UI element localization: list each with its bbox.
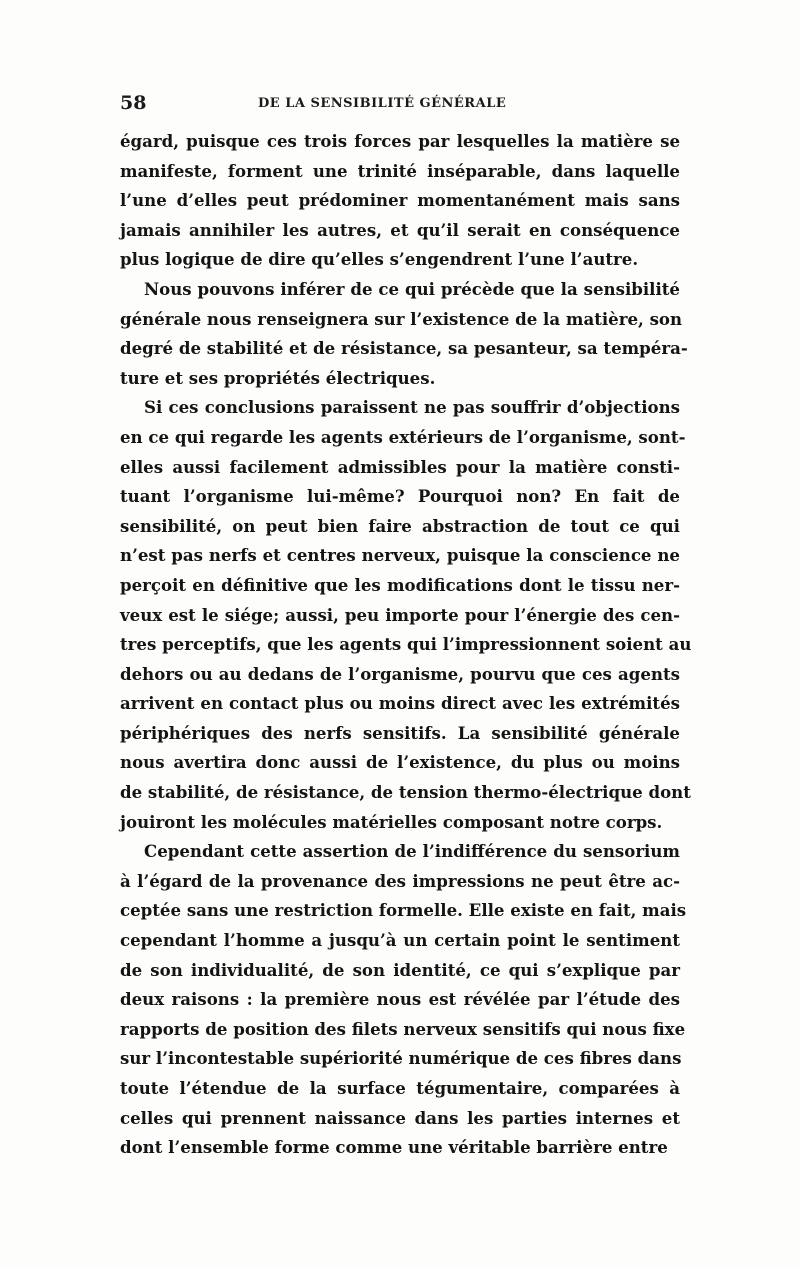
paragraph — [120, 275, 688, 393]
text-line: de son individualité, de son identité, ce qui s’explique par — [120, 959, 680, 980]
text-line: ture et ses propriétés électriques. — [120, 367, 436, 388]
text-line: degré de stabilité et de résistance, sa pesanteur, sa tempéra- — [120, 338, 688, 359]
text-line: toute l’étendue de la surface tégumentaire, comparées à — [120, 1078, 680, 1098]
body-text — [120, 127, 692, 1163]
text-line: celles qui prennent naissance dans les parties internes et — [120, 1107, 680, 1128]
paragraph — [120, 127, 680, 275]
text-line: de stabilité, de résistance, de tension thermo-électrique dont — [120, 782, 691, 803]
text-line: jouiront les molécules matérielles composant notre corps. — [120, 811, 663, 832]
text-line: Cependant cette assertion de l’indifférence du sensorium — [144, 841, 680, 862]
text-line: à l’égard de la provenance des impressions ne peut être ac- — [120, 870, 680, 891]
text-line: périphériques des nerfs sensitifs. La sensibilité générale — [120, 722, 680, 743]
text-line: manifeste, forment une trinité inséparable, dans laquelle — [120, 160, 680, 181]
text-line: sensibilité, on peut bien faire abstraction de tout ce qui — [120, 515, 680, 536]
text-line: perçoit en définitive que les modifications dont le tissu ner- — [120, 574, 680, 595]
text-line: dont l’ensemble forme comme une véritable barrière entre — [120, 1137, 668, 1158]
text-line: veux est le siége; aussi, peu importe pour l’énergie des cen- — [120, 604, 680, 625]
page-header — [120, 92, 680, 116]
text-line: en ce qui regarde les agents extérieurs de l’organisme, sont- — [120, 426, 686, 447]
text-line: sur l’incontestable supériorité numérique de ces fibres dans — [120, 1048, 682, 1069]
paragraph — [120, 393, 692, 837]
running-head: DE LA SENSIBILITÉ GÉNÉRALE — [258, 96, 507, 111]
text-line: plus logique de dire qu’elles s’engendrent l’une l’autre. — [120, 249, 639, 270]
text-line: l’une d’elles peut prédominer momentanément mais sans — [120, 190, 680, 211]
text-line: ceptée sans une restriction formelle. Elle existe en fait, mais — [120, 900, 687, 921]
page-number: 58 — [120, 92, 147, 114]
text-line: Nous pouvons inférer de ce qui précède que la sensibilité — [144, 278, 680, 299]
text-line: arrivent en contact plus ou moins direct avec les extrémités — [120, 693, 680, 714]
text-line: elles aussi facilement admissibles pour la matière consti- — [120, 456, 680, 477]
text-line: rapports de position des filets nerveux sensitifs qui nous fixe — [120, 1018, 686, 1039]
text-line: cependant l’homme a jusqu’à un certain point le sentiment — [120, 930, 680, 951]
text-line: générale nous renseignera sur l’existence de la matière, son — [120, 308, 683, 329]
paragraph — [120, 837, 687, 1163]
text-line: jamais annihiler les autres, et qu’il serait en conséquence — [120, 219, 680, 240]
text-line: dehors ou au dedans de l’organisme, pourvu que ces agents — [120, 663, 680, 684]
text-line: n’est pas nerfs et centres nerveux, puisque la conscience ne — [120, 545, 680, 566]
text-line: tuant l’organisme lui-même? Pourquoi non? En fait de — [120, 486, 680, 507]
text-line: tres perceptifs, que les agents qui l’impressionnent soient au — [120, 634, 692, 655]
text-line: deux raisons : la première nous est révélée par l’étude des — [120, 989, 680, 1010]
text-line: nous avertira donc aussi de l’existence, du plus ou moins — [120, 752, 680, 773]
text-line: égard, puisque ces trois forces par lesquelles la matière se — [120, 131, 680, 151]
text-line: Si ces conclusions paraissent ne pas souffrir d’objections — [144, 397, 680, 418]
